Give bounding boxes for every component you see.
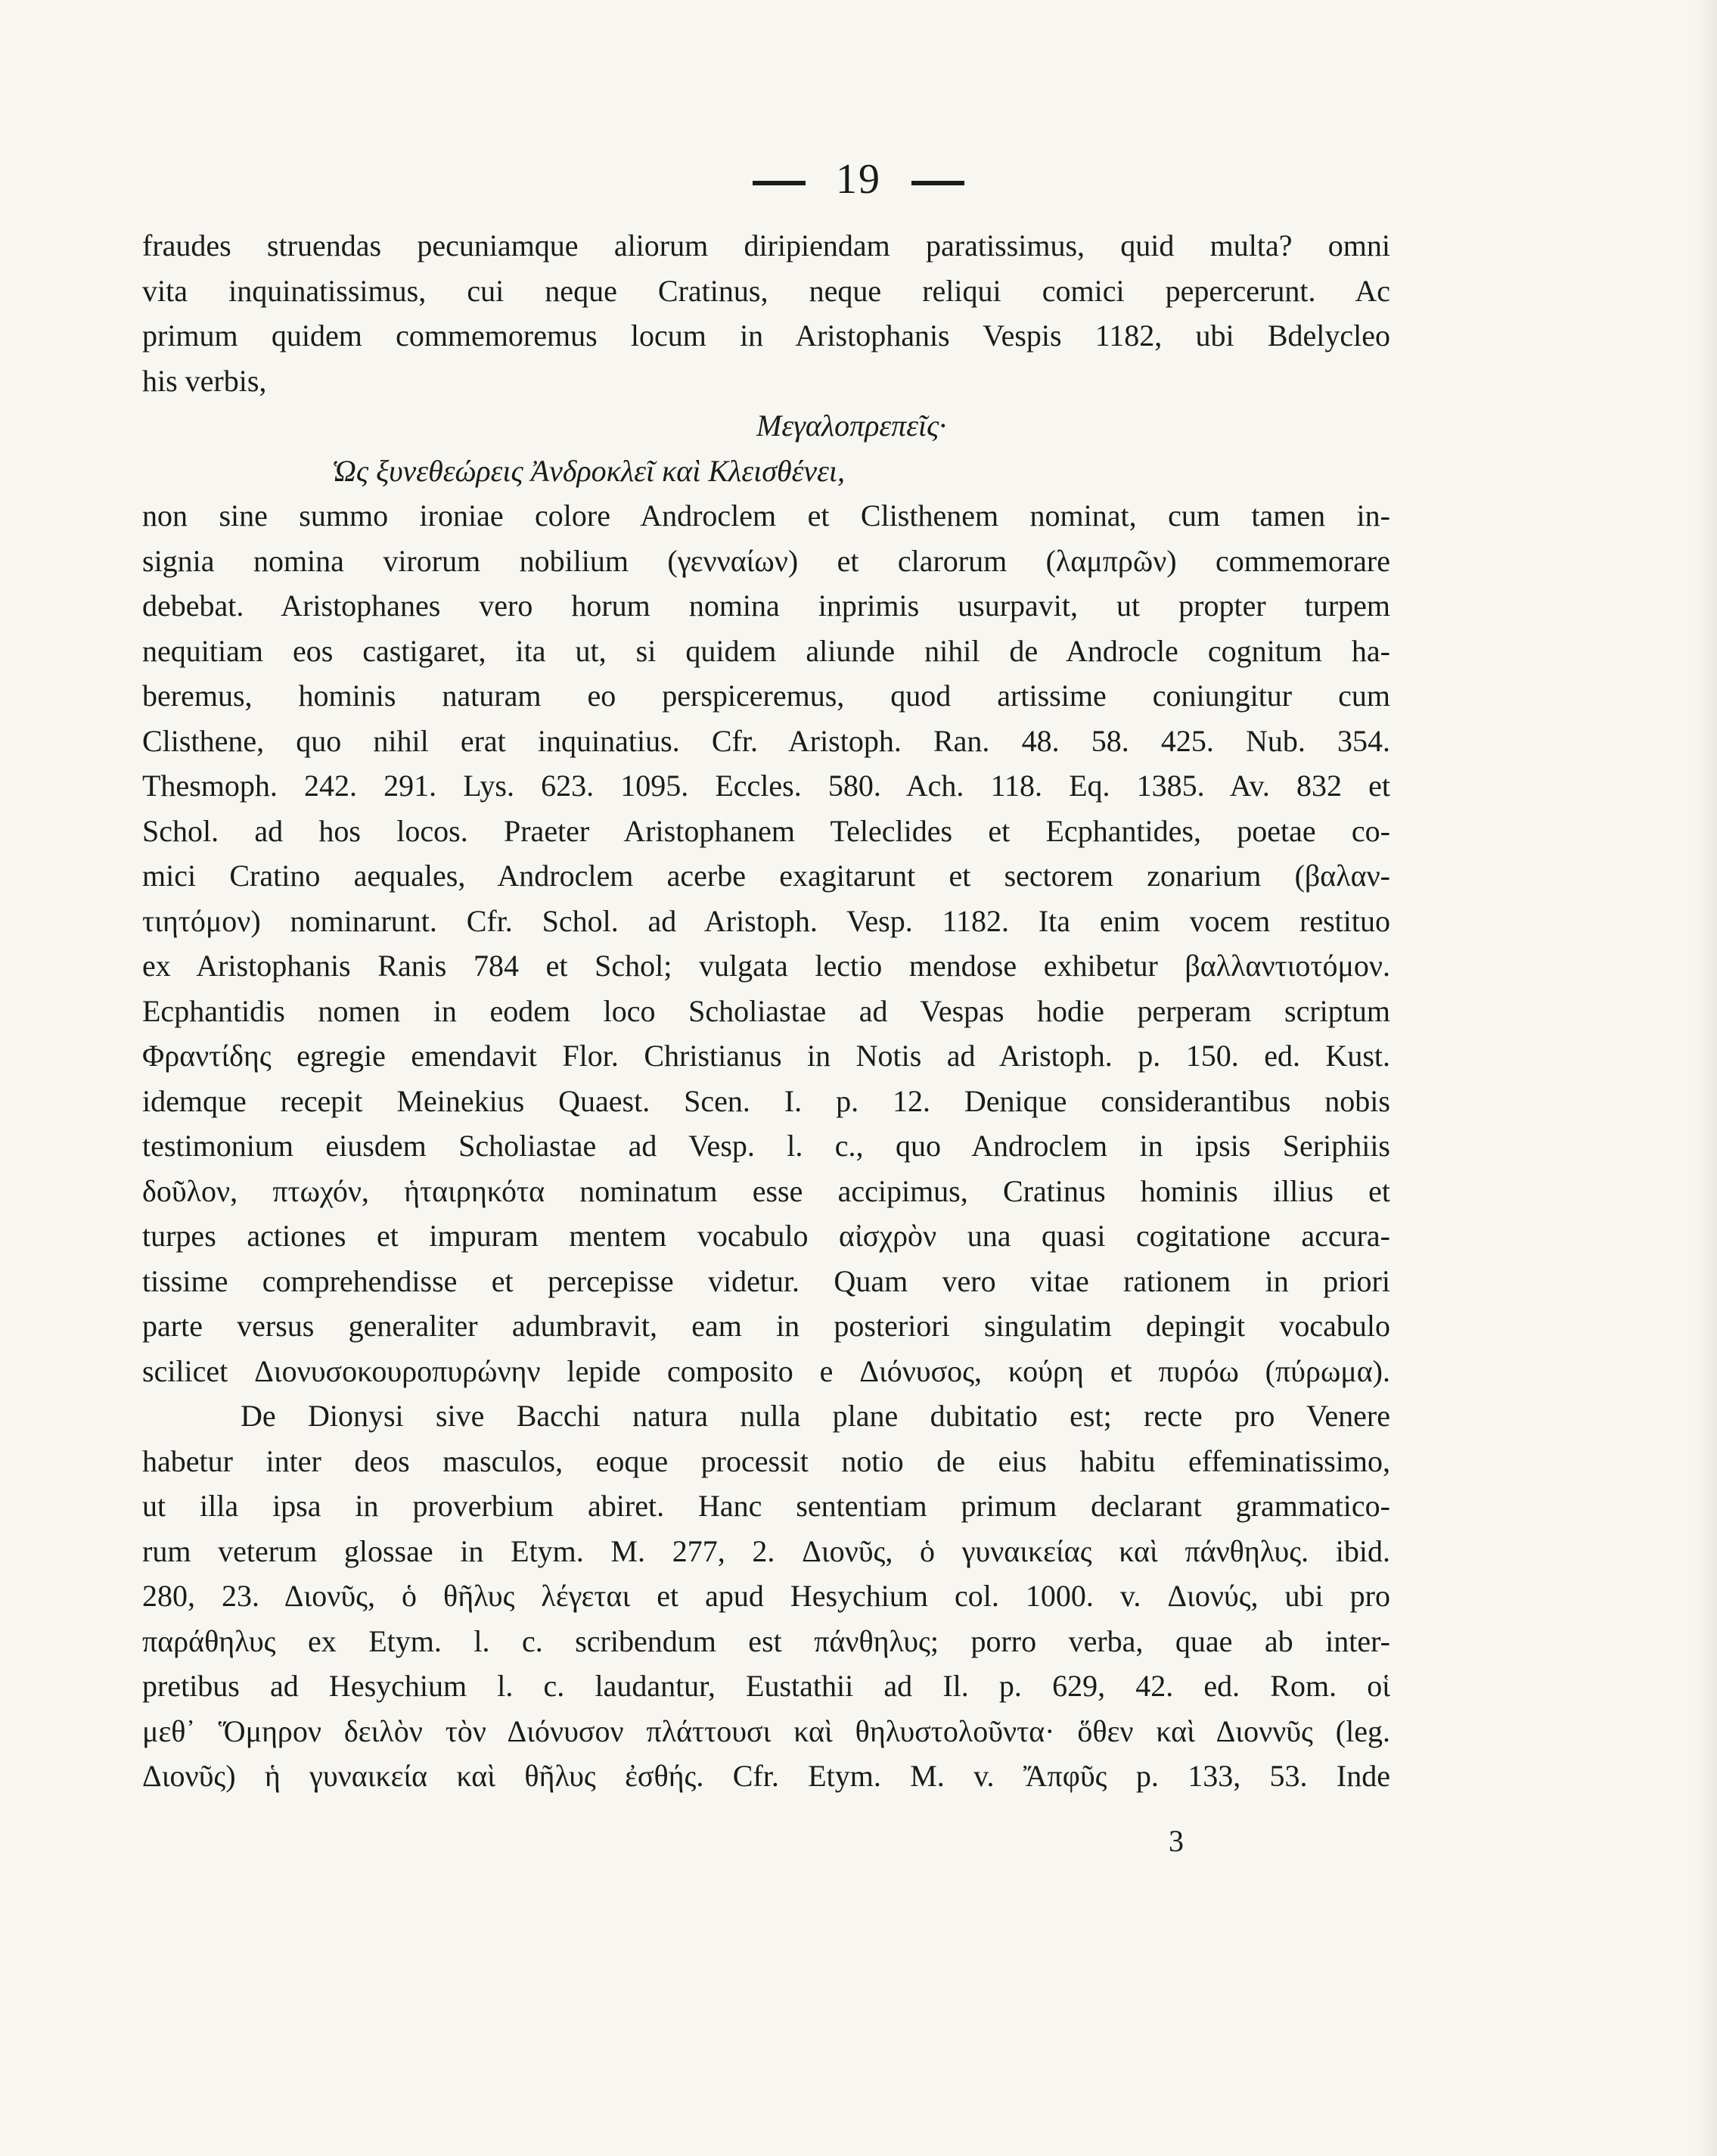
text-line: signia nomina virorum nobilium (γενναίων) et clarorum (λαμπρῶν) commemorare xyxy=(142,543,1390,578)
text-line: Διονῦς) ἡ γυναικεία καὶ θῆλυς ἐσθής. Cfr. Etym. M. v. Ἄπφῦς p. 133, 53. Inde xyxy=(142,1759,1390,1793)
text-line: his verbis, xyxy=(142,363,267,398)
text-line: μεθ᾽ Ὅμηρον δειλὸν τὸν Διόνυσον πλάττουσι καὶ θηλυστολοῦντα· ὅθεν καὶ Διοννῦς (leg. xyxy=(142,1713,1390,1748)
page-number: 19 xyxy=(836,156,881,203)
text-line: scilicet Διονυσοκουροπυρώνην lepide composito e Διόνυσος, κούρη et πυρόω (πύρωμα). xyxy=(142,1353,1390,1388)
text-line: παράθηλυς ex Etym. l. c. scribendum est πάνθηλυς; porro verba, quae ab inter- xyxy=(142,1623,1390,1658)
text-line: parte versus generaliter adumbravit, eam in posteriori singulatim depingit vocabulo xyxy=(142,1309,1390,1343)
text-line: idemque recepit Meinekius Quaest. Scen. I. p. 12. Denique considerantibus nobis xyxy=(142,1083,1390,1118)
text-line: 280, 23. Διονῦς, ὁ θῆλυς λέγεται et apud Hesychium col. 1000. v. Διονύς, ubi pro xyxy=(142,1579,1390,1613)
text-line: turpes actiones et impuram mentem vocabulo αἰσχρὸν una quasi cogitatione accura- xyxy=(142,1219,1390,1253)
text-line: non sine summo ironiae colore Androclem et Clisthenem nominat, cum tamen in- xyxy=(142,499,1390,533)
text-line: nequitiam eos castigaret, ita ut, si quidem aliunde nihil de Androcle cognitum ha- xyxy=(142,633,1390,668)
text-line: rum veterum glossae in Etym. M. 277, 2. Διονῦς, ὁ γυναικείας καὶ πάνθηλυς. ibid. xyxy=(142,1533,1390,1568)
text-line: δοῦλον, πτωχόν, ἡταιρηκότα nominatum esse accipimus, Cratinus hominis illius et xyxy=(142,1173,1390,1208)
page-header xyxy=(0,155,1717,203)
text-line: ut illa ipsa in proverbium abiret. Hanc sententiam primum declarant grammatico- xyxy=(142,1489,1390,1523)
text-line: habetur inter deos masculos, eoque processit notio de eius habitu effeminatissimo, xyxy=(142,1443,1390,1478)
text-line: Φραντίδης egregie emendavit Flor. Christianus in Notis ad Aristoph. p. 150. ed. Kust. xyxy=(142,1039,1390,1073)
text-line: mici Cratino aequales, Androclem acerbe exagitarunt et sectorem zonarium (βαλαν- xyxy=(142,859,1390,893)
text-line: Clisthene, quo nihil erat inquinatius. Cfr. Aristoph. Ran. 48. 58. 425. Nub. 354. xyxy=(142,723,1390,758)
text-line: Ecphantidis nomen in eodem loco Scholiastae ad Vespas hodie perperam scriptum xyxy=(142,993,1390,1028)
verse-line: Μεγαλοπρεπεῖς· xyxy=(756,409,947,443)
verse-line: Ὡς ξυνεθεώρεις Ἀνδροκλεῖ καὶ Κλεισθένει, xyxy=(331,453,846,488)
text-line: primum quidem commemoremus locum in Aristophanis Vespis 1182, ubi Bdelycleo xyxy=(142,318,1390,353)
text-line: De Dionysi sive Bacchi natura nulla plane dubitatio est; recte pro Venere xyxy=(241,1399,1390,1433)
text-line: beremus, hominis naturam eo perspiceremus, quod artissime coniungitur cum xyxy=(142,679,1390,713)
text-line: fraudes struendas pecuniamque aliorum diripiendam paratissimus, quid multa? omni xyxy=(142,228,1390,263)
text-line: Thesmoph. 242. 291. Lys. 623. 1095. Eccles. 580. Ach. 118. Eq. 1385. Av. 832 et xyxy=(142,769,1390,803)
text-line: debebat. Aristophanes vero horum nomina inprimis usurpavit, ut propter turpem xyxy=(142,589,1390,623)
text-line: τιητόμον) nominarunt. Cfr. Schol. ad Aristoph. Vesp. 1182. Ita enim vocem restituo xyxy=(142,903,1390,938)
text-line: pretibus ad Hesychium l. c. laudantur, Eustathii ad Il. p. 629, 42. ed. Rom. οἱ xyxy=(142,1669,1390,1703)
text-line: ex Aristophanis Ranis 784 et Schol; vulgata lectio mendose exhibetur βαλλαντιοτόμον. xyxy=(142,949,1390,983)
header-dash-left xyxy=(753,181,806,185)
text-line: vita inquinatissimus, cui neque Cratinus, neque reliqui comici pepercerunt. Ac xyxy=(142,273,1390,308)
text-line: tissime comprehendisse et percepisse videtur. Quam vero vitae rationem in priori xyxy=(142,1263,1390,1298)
body-text xyxy=(142,223,1390,1799)
scan-edge-shadow xyxy=(1694,0,1717,2156)
signature-mark: 3 xyxy=(1169,1824,1184,1858)
text-line: Schol. ad hos locos. Praeter Aristophanem Teleclides et Ecphantides, poetae co- xyxy=(142,813,1390,848)
header-dash-right xyxy=(911,181,964,185)
text-line: testimonium eiusdem Scholiastae ad Vesp. l. c., quo Androclem in ipsis Seriphiis xyxy=(142,1129,1390,1163)
